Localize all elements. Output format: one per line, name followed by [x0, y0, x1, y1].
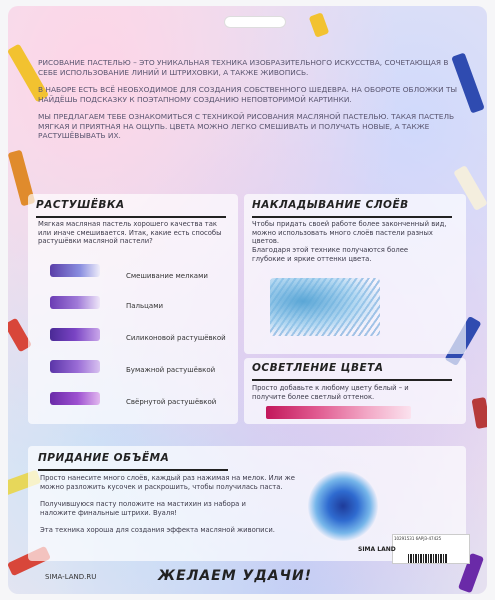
layering-sample-image — [270, 278, 380, 336]
pastel-stick-decoration — [472, 397, 487, 429]
volume-sample-image — [308, 471, 378, 541]
blend-swatch-fingers — [50, 296, 100, 309]
intro-paragraph: МЫ ПРЕДЛАГАЕМ ТЕБЕ ОЗНАКОМИТЬСЯ С ТЕХНИКОЙ РИСОВАНИЯ МАСЛЯНОЙ ПАСТЕЛЬЮ. ТАКАЯ ПАСТЕЛЬ МЯГКАЯ И ПРИЯТНАЯ НА ОЩУПЬ. ЦВЕТА МОЖНО ЛЕГКО СМЕШИВАТЬ И ПОЛУЧАТЬ НОВЫЕ, А ТАКЖЕ РАСТУШЁВЫВАТЬ ИХ. — [38, 112, 455, 140]
layering-text: Благодаря этой технике получаются более глубокие и яркие оттенки цвета. — [252, 246, 409, 263]
blending-title: РАСТУШЁВКА — [36, 199, 125, 211]
intro-text — [38, 58, 458, 149]
layering-title: НАКЛАДЫВАНИЕ СЛОЁВ — [252, 199, 409, 211]
title-underline — [38, 469, 228, 471]
volume-text: Получившуюся пасту положите на мастихин из набора и наложите финальные штрихи. Вуаля! — [40, 500, 246, 517]
lightening-title: ОСВЕТЛЕНИЕ ЦВЕТА — [252, 362, 384, 374]
title-underline — [36, 216, 226, 218]
volume-title: ПРИДАНИЕ ОБЪЁМА — [38, 452, 170, 464]
intro-paragraph: РИСОВАНИЕ ПАСТЕЛЬЮ – ЭТО УНИКАЛЬНАЯ ТЕХНИКА ИЗОБРАЗИТЕЛЬНОГО ИСКУССТВА, СОЧЕТАЮЩАЯ В СЕБЕ ИСПОЛЬЗОВАНИЕ ЛИНИЙ И ШТРИХОВКИ, А ТАКЖЕ ЖИВОПИСЬ. — [38, 58, 449, 77]
blending-text: Мягкая масляная пастель хорошего качества так или иначе смешивается. Итак, какие есть способы растушёвки масляной пастели? — [38, 220, 222, 245]
site-url: SIMA-LAND.RU — [45, 573, 97, 581]
title-underline — [252, 216, 452, 218]
layering-text: Чтобы придать своей работе более законченный вид, можно использовать много слоёв пастели разных цветов. — [252, 220, 447, 245]
hang-hole — [224, 16, 286, 28]
technique-label: Смешивание мелками — [126, 272, 208, 280]
brand-logo: SIMA LAND — [358, 546, 396, 553]
good-luck-text: ЖЕЛАЕМ УДАЧИ! — [158, 568, 313, 584]
title-underline — [252, 379, 452, 381]
pastel-stick-decoration — [309, 12, 330, 37]
technique-label: Свёрнутой растушёвкой — [126, 398, 217, 406]
technique-label: Бумажной растушёвкой — [126, 366, 216, 374]
volume-text: Эта техника хороша для создания эффекта масляной живописи. — [40, 526, 275, 534]
blend-swatch-rolled — [50, 392, 100, 405]
barcode — [408, 554, 448, 563]
technique-label: Пальцами — [126, 302, 164, 310]
product-back-cover — [8, 6, 487, 594]
lightening-swatch — [266, 406, 411, 419]
intro-paragraph: В НАБОРЕ ЕСТЬ ВСЁ НЕОБХОДИМОЕ ДЛЯ СОЗДАНИЯ СОБСТВЕННОГО ШЕДЕВРА. НА ОБОРОТЕ ОБЛОЖКИ ТЫ НАЙДЁШЬ ПОДСКАЗКУ К ПОЭТАПНОМУ СОЗДАНИЮ НЕПОВТОРИМОЙ КАРТИНКИ. — [38, 85, 458, 104]
lightening-text: Просто добавьте к любому цвету белый – и получите более светлый оттенок. — [252, 384, 409, 401]
blend-swatch-paper — [50, 360, 100, 373]
product-code: 10291531 6APJ3-47425 — [394, 536, 442, 541]
blend-swatch-silicone — [50, 328, 100, 341]
blend-swatch-crayons — [50, 264, 100, 277]
volume-text: Просто нанесите много слоёв, каждый раз нажимая на мелок. Или же можно разложить кусочек и раскрошить, чтобы получилась паста. — [40, 474, 295, 491]
technique-label: Силиконовой растушёвкой — [126, 334, 226, 342]
